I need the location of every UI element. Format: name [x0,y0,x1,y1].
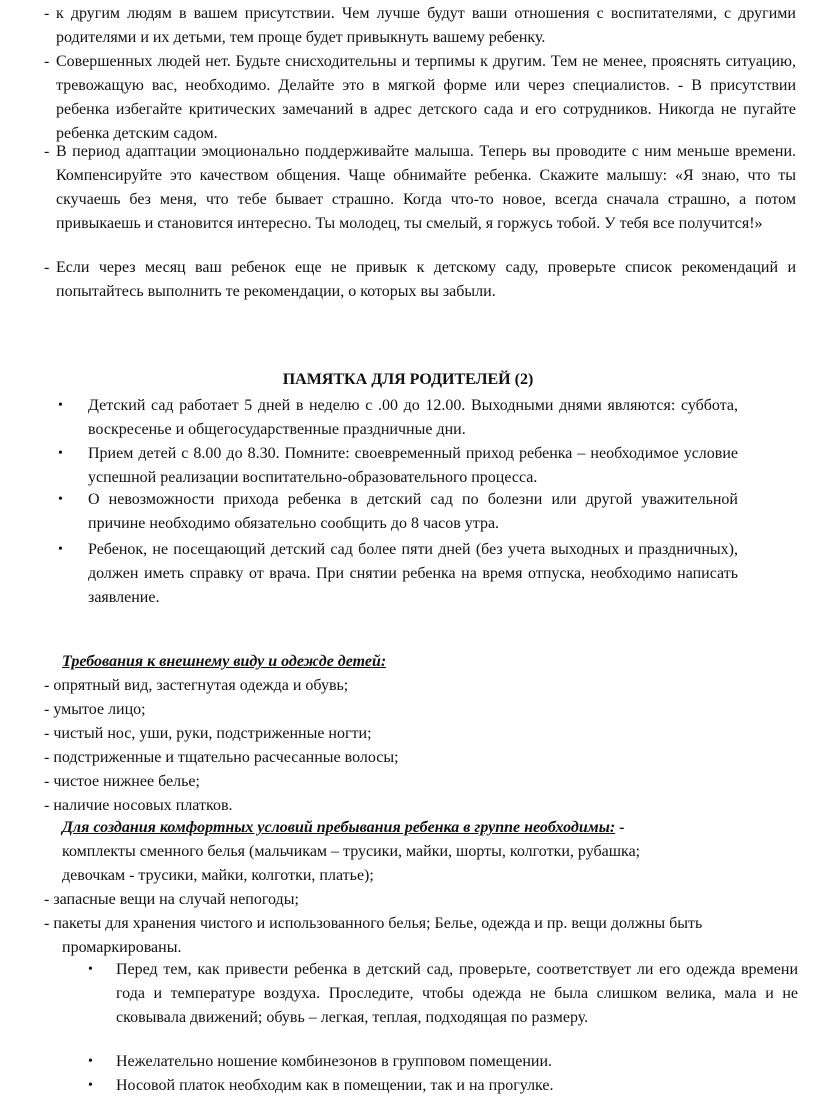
intro-item-text: В период адаптации эмоционально поддерживайте малыша. Теперь вы проводите с ним меньше времени. Компенсируйте это качеством общения. Чаще обнимайте ребенка. Скажите малышу: «Я знаю, что ты скучаешь без меня, что тебе бывает страшно. Когда что-то новое, всегда сначала страшно, а потом привыкаешь и становится интересно. Ты молодец, ты смелый, я горжусь тобой. У тебя все получится!» [56,143,796,232]
memo-title: ПАМЯТКА ДЛЯ РОДИТЕЛЕЙ (2) [282,371,534,388]
dash-marker: - [44,143,50,160]
comfort-list [44,888,796,960]
memo-item-text: Прием детей с 8.00 до 8.30. Помните: своевременный приход ребенка – необходимое условие успешной реализации воспитательно-образовательного процесса. [88,445,738,486]
list-item: - подстриженные и тщательно расчесанные волосы; [44,749,399,766]
bullet-icon: • [58,446,63,461]
intro-item-text: к другим людям в вашем присутствии. Чем лучше будут ваши отношения с воспитателями, с другими родителями и их детьми, тем проще будет привыкнуть вашему ребенку. [56,5,796,46]
bullet-icon: • [58,492,63,507]
dash-marker: - [44,5,50,22]
memo-item [58,488,738,536]
intro-item [44,256,796,304]
final-bullet [88,1074,798,1098]
bullet-icon: • [58,542,63,557]
list-item: - наличие носовых платков. [44,797,233,814]
list-item: - пакеты для хранения чистого и использованного белья; Белье, одежда и пр. вещи должны быть [44,915,703,932]
final-bullet [88,958,798,1030]
list-item: - чистое нижнее белье; [44,773,200,790]
bullet-icon: • [88,962,93,977]
appearance-list [44,674,796,818]
list-item: - запасные вещи на случай непогоды; [44,891,299,908]
final-bullet [88,1050,798,1074]
comfort-line: комплекты сменного белья (мальчикам – трусики, майки, шорты, колготки, рубашка; [62,843,641,860]
memo-item [58,538,738,610]
bullet-icon: • [58,398,63,413]
memo-item-text: Ребенок, не посещающий детский сад более пяти дней (без учета выходных и праздничных), должен иметь справку от врача. При снятии ребенка на время отпуска, необходимо написать заявление. [88,541,738,606]
final-bullet-text: Носовой платок необходим как в помещении, так и на прогулке. [116,1077,554,1094]
comfort-line: девочкам - трусики, майки, колготки, платье); [62,867,374,884]
final-bullet-text: Перед тем, как привести ребенка в детский сад, проверьте, соответствует ли его одежда времени года и температуре воздуха. Проследите, чтобы одежда не была слишком велика, мала и не сковывала движений; обувь – легкая, теплая, подходящая по размеру. [116,961,798,1026]
intro-item-text: Совершенных людей нет. Будьте снисходительны и терпимы к другим. Тем не менее, прояснять ситуацию, тревожащую вас, необходимо. Делайте это в мягкой форме или через специалистов. - В присутствии ребенка избегайте критических замечаний в адрес детского сада и его сотрудников. Никогда не пугайте ребенка детским садом. [56,53,796,142]
memo-item [58,442,738,490]
comfort-dash: - [615,819,625,836]
intro-item-text: Если через месяц ваш ребенок еще не привык к детскому саду, проверьте список рекомендаций и попытайтесь выполнить те рекомендации, о которых вы забыли. [56,259,796,300]
memo-item-text: Детский сад работает 5 дней в неделю с .00 до 12.00. Выходными днями являются: суббота, воскресенье и общегосударственные праздничные дни. [88,397,738,438]
list-item: - умытое лицо; [44,701,146,718]
memo-item [58,394,738,442]
list-item: - чистый нос, уши, руки, подстриженные ногти; [44,725,372,742]
list-item: промаркированы. [62,939,182,956]
final-bullet-text: Нежелательно ношение комбинезонов в групповом помещении. [116,1053,552,1070]
list-item: - опрятный вид, застегнутая одежда и обувь; [44,677,349,694]
appearance-heading: Требования к внешнему виду и одежде детей: [62,653,387,670]
dash-marker: - [44,259,50,276]
intro-item [44,140,796,236]
intro-item [44,50,796,146]
comfort-heading: Для создания комфортных условий пребывания ребенка в группе необходимы: [62,819,616,836]
intro-item [44,2,796,50]
memo-item-text: О невозможности прихода ребенка в детский сад по болезни или другой уважительной причине необходимо обязательно сообщить до 8 часов утра. [88,491,738,532]
bullet-icon: • [88,1054,93,1069]
comfort-section [62,816,792,888]
dash-marker: - [44,53,50,70]
comfort-heading-row [62,816,792,840]
bullet-icon: • [88,1078,93,1093]
